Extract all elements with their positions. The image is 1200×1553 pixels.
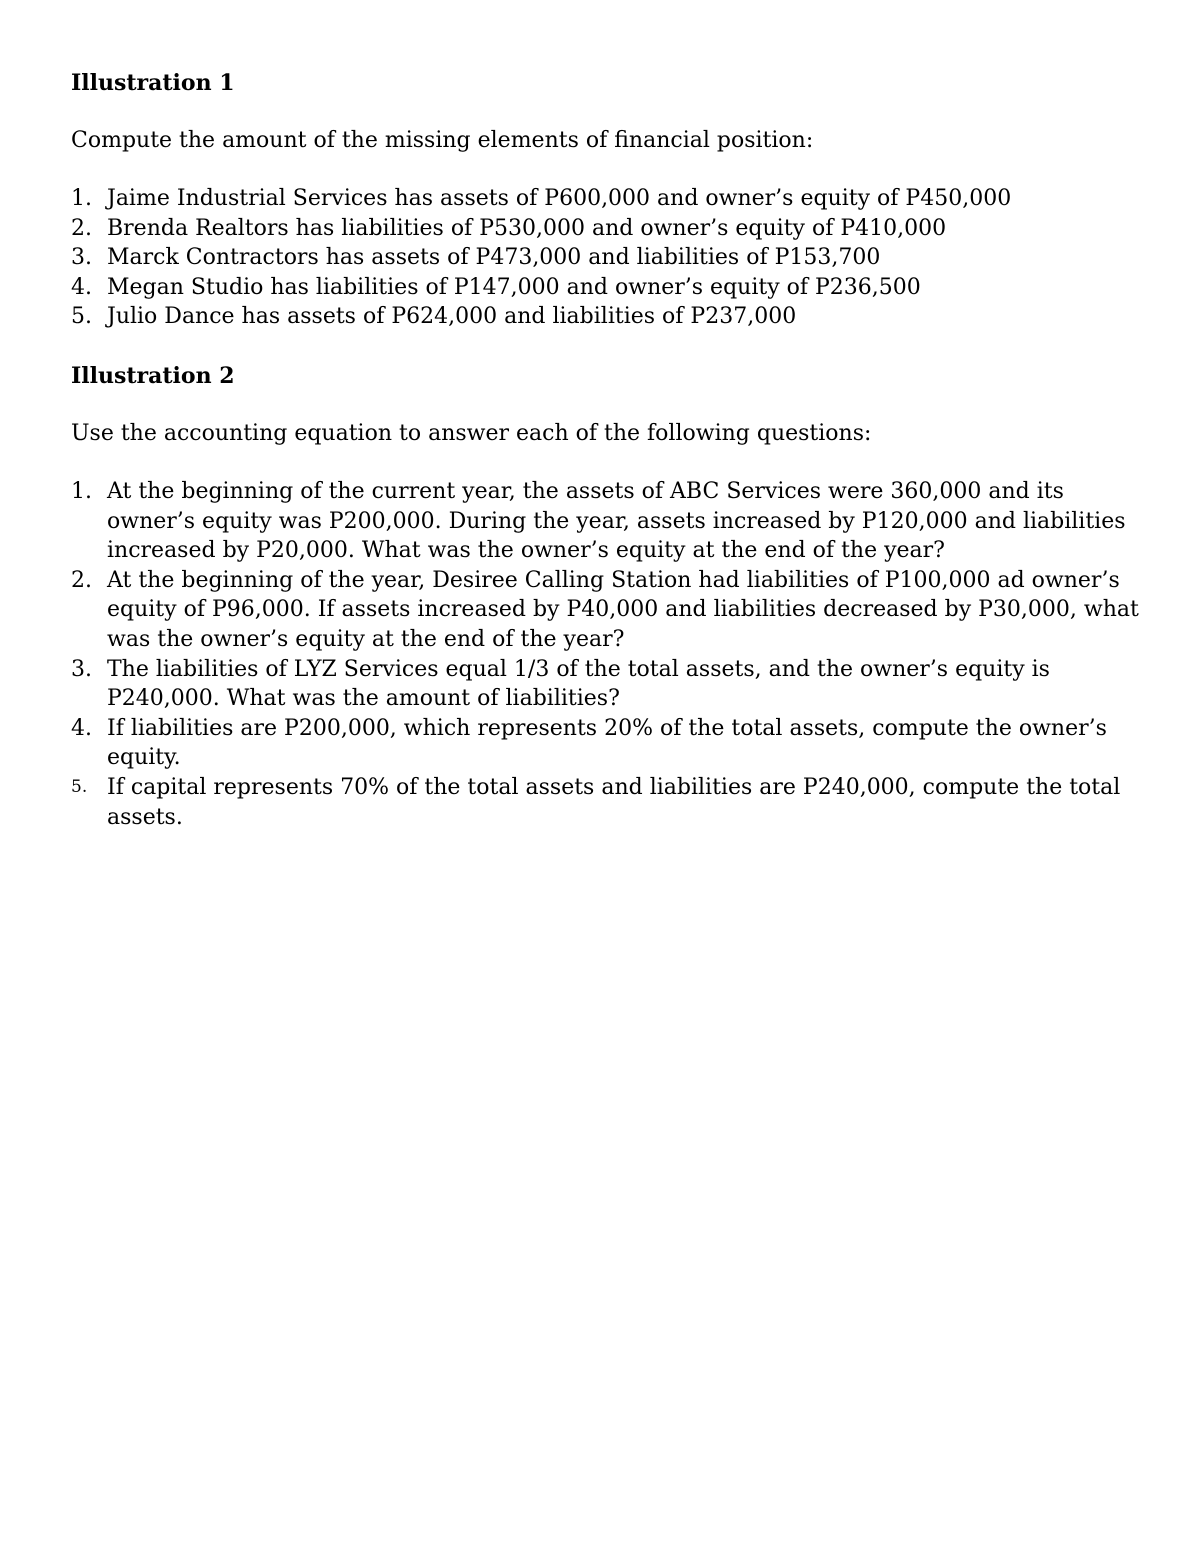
illustration-1-list	[71, 184, 1141, 332]
list-item	[71, 184, 1141, 214]
list-item-text: Brenda Realtors has liabilities of P530,000 and owner’s equity of P410,000	[107, 215, 947, 241]
list-item-text: Julio Dance has assets of P624,000 and liabilities of P237,000	[107, 304, 797, 330]
list-item-text: Jaime Industrial Services has assets of P600,000 and owner’s equity of P450,000	[107, 186, 1012, 211]
list-item-number: 4.	[71, 274, 92, 300]
list-item	[71, 214, 1141, 244]
illustration-1-intro: Compute the amount of the missing elements of financial position:	[71, 128, 814, 153]
list-item	[71, 243, 1141, 273]
list-item-text: Marck Contractors has assets of P473,000 and liabilities of P153,700	[107, 245, 881, 271]
list-item	[71, 302, 1141, 332]
illustration-1-title: Illustration 1	[71, 70, 235, 96]
list-item-number: 5.	[71, 304, 92, 330]
list-item	[71, 477, 1141, 566]
list-item-text: If liabilities are P200,000, which represents 20% of the total assets, compute the owner’s equity.	[107, 715, 1107, 771]
list-item-text: The liabilities of LYZ Services equal 1/3 of the total assets, and the owner’s equity is P240,000. What was the amount of liabilities?	[107, 656, 1050, 712]
list-item-number: 2.	[71, 567, 92, 593]
list-item	[71, 655, 1141, 714]
document-content	[71, 68, 1141, 832]
list-item-number: 3.	[71, 656, 92, 682]
list-item	[71, 773, 1141, 832]
list-item	[71, 273, 1141, 303]
list-item-number: 4.	[71, 715, 92, 741]
list-item-text: If capital represents 70% of the total assets and liabilities are P240,000, compute the total assets.	[107, 774, 1121, 830]
list-item-number: 2.	[71, 215, 92, 241]
list-item-number: 3.	[71, 245, 92, 271]
illustration-2-intro: Use the accounting equation to answer each of the following questions:	[71, 420, 872, 446]
list-item-text: At the beginning of the current year, the assets of ABC Services were 360,000 and its owner’s equity was P200,000. During the year, assets increased by P120,000 and liabilities increased by P20,000. What was the owner’s equity at the end of the year?	[107, 478, 1126, 564]
list-item-text: Megan Studio has liabilities of P147,000 and owner’s equity of P236,500	[107, 274, 921, 300]
list-item	[71, 714, 1141, 773]
list-item-number: 1.	[71, 186, 92, 211]
list-item-number: 5.	[71, 776, 88, 797]
list-item	[71, 566, 1141, 655]
list-item-text: At the beginning of the year, Desiree Calling Station had liabilities of P100,000 ad owner’s equity of P96,000. If assets increased by P40,000 and liabilities decreased by P30,000, what was the owner’s equity at the end of the year?	[107, 567, 1139, 652]
illustration-2-title: Illustration 2	[71, 362, 235, 389]
illustration-2-list	[71, 477, 1141, 832]
list-item-number: 1.	[71, 478, 92, 504]
